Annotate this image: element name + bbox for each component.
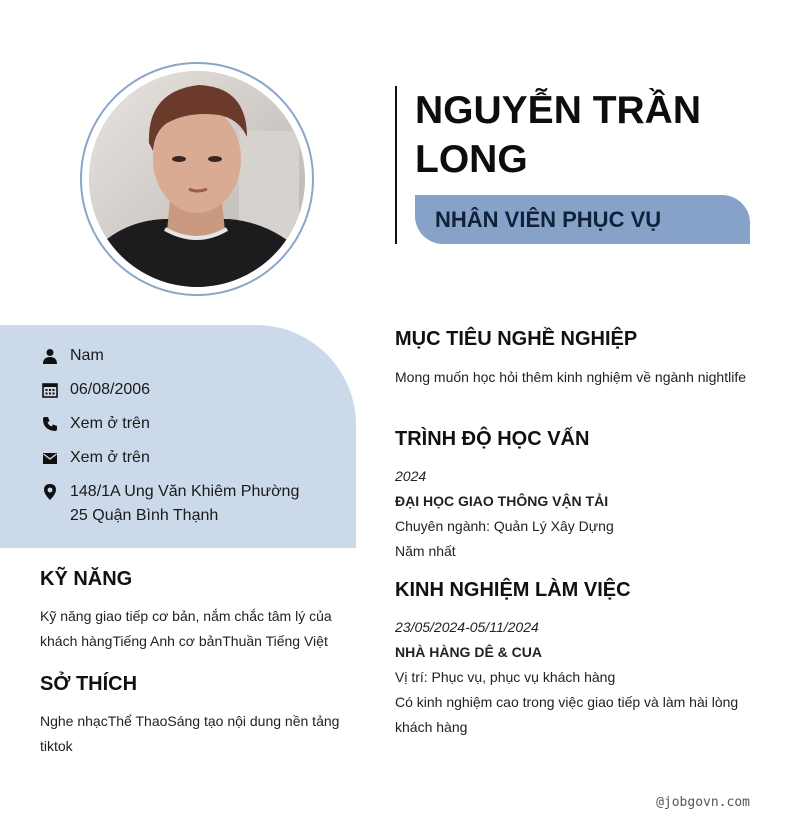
phone-value: Xem ở trên <box>70 415 150 432</box>
watermark: @jobgovn.com <box>656 795 750 810</box>
education-level: Năm nhất <box>395 543 456 559</box>
job-title: NHÂN VIÊN PHỤC VỤ <box>435 206 662 232</box>
education-title: TRÌNH ĐỘ HỌC VẤN <box>395 428 590 450</box>
experience-desc-line-2: khách hàng <box>395 719 468 735</box>
experience-position: Vị trí: Phục vụ, phục vụ khách hàng <box>395 669 616 685</box>
education-school: ĐẠI HỌC GIAO THÔNG VẬN TẢI <box>395 493 609 509</box>
experience-desc-line-1: Có kinh nghiệm cao trong việc giao tiếp và làm hài lòng <box>395 694 739 710</box>
phone-row <box>42 412 150 436</box>
hobbies-text <box>40 709 350 759</box>
candidate-name: NGUYỄN TRẦN LONG <box>415 89 702 181</box>
email-row <box>42 446 150 470</box>
calendar-icon <box>42 378 62 402</box>
birthday-value: 06/08/2006 <box>70 381 151 398</box>
phone-icon <box>42 412 62 436</box>
experience-title: KINH NGHIỆM LÀM VIỆC <box>395 579 631 601</box>
address-row <box>42 480 299 528</box>
avatar <box>89 71 305 287</box>
gender-value: Nam <box>70 347 104 364</box>
person-icon <box>42 344 62 368</box>
job-title-badge <box>415 195 750 244</box>
education-major: Chuyên ngành: Quản Lý Xây Dựng <box>395 518 614 534</box>
hobbies-line-2: tiktok <box>40 738 73 754</box>
profile-photo <box>89 71 305 287</box>
hobbies-line-1: Nghe nhạcThể ThaoSáng tạo nội dung nền tảng <box>40 713 340 729</box>
experience-block <box>395 615 755 740</box>
address-line-1: 148/1A Ung Văn Khiêm Phường <box>70 483 300 500</box>
experience-period: 23/05/2024-05/11/2024 <box>395 619 539 635</box>
name-divider <box>395 86 397 244</box>
hobbies-title: SỞ THÍCH <box>40 673 138 695</box>
skills-line-1: Kỹ năng giao tiếp cơ bản, nắm chắc tâm lý của <box>40 608 332 624</box>
email-value: Xem ở trên <box>70 449 150 466</box>
skills-line-2: khách hàngTiếng Anh cơ bảnThuần Tiếng Việt <box>40 633 328 649</box>
objective-text: Mong muốn học hỏi thêm kinh nghiệm về ngành nightlife <box>395 369 746 385</box>
education-year: 2024 <box>395 468 427 484</box>
skills-title: KỸ NĂNG <box>40 568 133 590</box>
birthday-row <box>42 378 150 402</box>
gender-row <box>42 344 104 368</box>
mail-icon <box>42 446 62 470</box>
education-block <box>395 464 755 564</box>
address-line-2: 25 Quận Bình Thạnh <box>70 507 219 524</box>
location-pin-icon <box>42 480 62 504</box>
skills-text <box>40 604 350 654</box>
objective-title: MỤC TIÊU NGHỀ NGHIỆP <box>395 328 638 350</box>
experience-company: NHÀ HÀNG DÊ & CUA <box>395 644 542 660</box>
